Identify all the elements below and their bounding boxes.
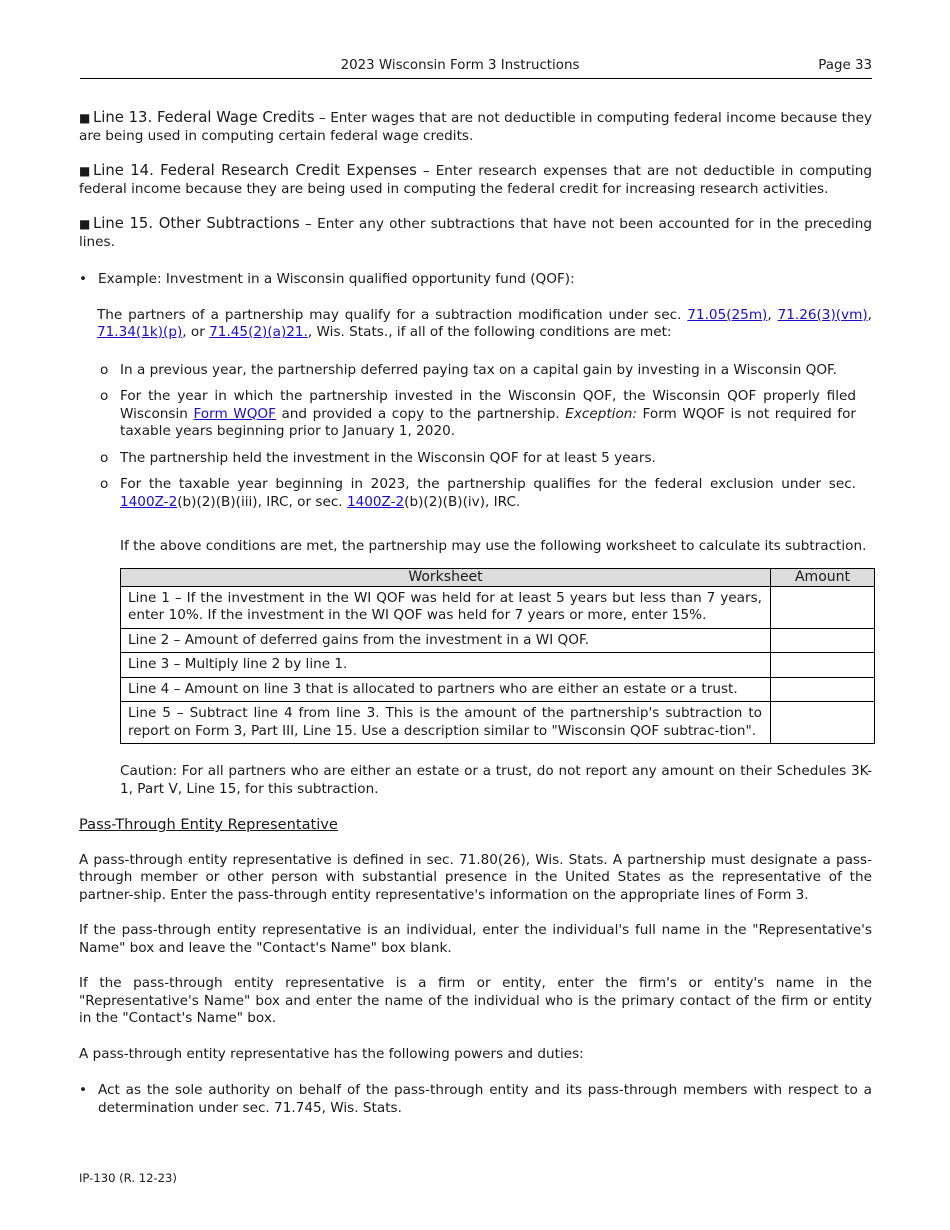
worksheet-line-2: Line 2 – Amount of deferred gains from the investment in a WI QOF. <box>121 628 771 653</box>
stat-link-71-45[interactable]: 71.45(2)(a)21. <box>209 324 308 340</box>
pte-paragraph-4: A pass-through entity representative has the following powers and duties: <box>79 1045 584 1062</box>
form-wqof-link[interactable]: Form WQOF <box>193 405 276 422</box>
pte-paragraph-3: If the pass-through entity representative is a firm or entity, enter the firm's or entity's name in the "Representative's Name" box and enter the name of the individual who is the primary contact of the firm or entity in the "Contact's Name" box. <box>79 975 872 1026</box>
form-code: IP-130 (R. 12-23) <box>79 1171 177 1185</box>
line13-paragraph <box>79 109 872 145</box>
example-intro <box>97 307 872 342</box>
amount-cell <box>771 653 875 678</box>
intro-text: The partners of a partnership may qualify for a subtraction modification under sec. <box>97 306 688 323</box>
worksheet-column-header: Worksheet <box>121 568 771 586</box>
line13-heading: Line 13. Federal Wage Credits <box>93 109 315 126</box>
caution-note: Caution: For all partners who are either an estate or a trust, do not report any amount on their Schedules 3K-1, Part V, Line 15, for this subtraction. <box>120 763 872 797</box>
condition-text: For the year in which the partnership invested in the Wisconsin QOF, the Wisconsin QOF properly filed Wisconsin <box>120 388 856 422</box>
pte-duty-bullet <box>79 1082 872 1117</box>
separator: , <box>867 306 872 323</box>
circle-bullet-icon: o <box>100 361 109 378</box>
worksheet-row <box>121 628 875 653</box>
condition-text: (b)(2)(B)(iii), IRC, or sec. <box>177 493 347 510</box>
qof-worksheet-table <box>120 568 875 745</box>
amount-column-header: Amount <box>771 568 875 586</box>
pte-section-title <box>79 816 872 835</box>
worksheet-line-3: Line 3 – Multiply line 2 by line 1. <box>121 653 771 678</box>
amount-cell <box>771 702 875 744</box>
duty-text: Act as the sole authority on behalf of the pass-through entity and its pass-through members with respect to a determination under sec. 71.745, Wis. Stats. <box>98 1082 872 1116</box>
condition-text: In a previous year, the partnership deferred paying tax on a capital gain by investing in a Wisconsin QOF. <box>120 361 837 378</box>
worksheet-intro: If the above conditions are met, the partnership may use the following worksheet to calculate its subtraction. <box>120 538 867 554</box>
amount-cell <box>771 677 875 702</box>
condition-3 <box>100 449 872 468</box>
worksheet-row <box>121 677 875 702</box>
dash: – <box>416 163 436 179</box>
separator: , or <box>182 324 210 340</box>
stat-link-71-34[interactable]: 71.34(1k)(p) <box>97 324 183 340</box>
line15-heading: Line 15. Other Subtractions <box>93 215 300 232</box>
line14-text: Enter research expenses that are not deductible in computing federal income because they are being used in computing the federal credit for increasing research activities. <box>79 163 872 197</box>
page-number: Page 33 <box>818 58 872 73</box>
condition-text: The partnership held the investment in the Wisconsin QOF for at least 5 years. <box>120 449 656 466</box>
stat-link-71-05[interactable]: 71.05(25m) <box>687 306 768 323</box>
worksheet-row <box>121 586 875 628</box>
bullet-dot-icon: • <box>79 1082 88 1098</box>
worksheet-line-4: Line 4 – Amount on line 3 that is allocated to partners who are either an estate or a trust. <box>121 677 771 702</box>
bullet-dot-icon: • <box>79 271 88 287</box>
stat-link-71-26[interactable]: 71.26(3)(vm) <box>777 306 868 323</box>
pte-paragraph-1: A pass-through entity representative is defined in sec. 71.80(26), Wis. Stats. A partnership must designate a pass-through member or other person with substantial presence in the United States as the representative of the partner-ship. Enter the pass-through entity representative's information on the appropriate lines of Form 3. <box>79 851 872 903</box>
intro-text: , Wis. Stats., if all of the following conditions are met: <box>307 324 672 340</box>
dash: – <box>314 110 331 126</box>
amount-cell <box>771 628 875 653</box>
condition-2 <box>100 388 872 441</box>
condition-text: (b)(2)(B)(iv), IRC. <box>404 493 521 510</box>
line14-heading: Line 14. Federal Research Credit Expenses <box>93 162 417 179</box>
circle-bullet-icon: o <box>100 476 109 492</box>
line13-text: Enter wages that are not deductible in computing federal income because they are being used in computing certain federal wage credits. <box>79 110 872 144</box>
worksheet-line-5: Line 5 – Subtract line 4 from line 3. This is the amount of the partnership's subtraction to report on Form 3, Part III, Line 15. Use a description similar to "Wisconsin QOF subtrac-tion". <box>121 702 771 744</box>
square-bullet-icon: ■ <box>79 217 91 231</box>
worksheet-header-row <box>121 568 875 586</box>
example-heading: Example: Investment in a Wisconsin qualified opportunity fund (QOF): <box>98 271 575 287</box>
line15-text: Enter any other subtractions that have not been accounted for in the preceding lines. <box>79 216 872 250</box>
worksheet-line-1: Line 1 – If the investment in the WI QOF was held for at least 5 years but less than 7 years, enter 10%. If the investment in the WI QOF was held for 7 years or more, enter 15%. <box>121 586 771 628</box>
separator: , <box>767 306 778 323</box>
square-bullet-icon: ■ <box>79 111 91 125</box>
square-bullet-icon: ■ <box>79 164 91 178</box>
dash: – <box>299 216 318 232</box>
section-heading: Pass-Through Entity Representative <box>79 816 338 833</box>
condition-1 <box>100 361 872 380</box>
condition-text: and provided a copy to the partnership. <box>275 405 566 422</box>
condition-text: For the taxable year beginning in 2023, the partnership qualifies for the federal exclusion under sec. <box>120 476 856 492</box>
pte-paragraph-2: If the pass-through entity representative is an individual, enter the individual's full name in the "Representative's Name" box and leave the "Contact's Name" box blank. <box>79 922 872 956</box>
amount-cell <box>771 586 875 628</box>
circle-bullet-icon: o <box>100 388 109 404</box>
example-bullet <box>79 271 872 289</box>
line15-paragraph <box>79 215 872 251</box>
condition-4 <box>100 476 872 511</box>
exception-label: Exception: <box>565 405 637 422</box>
worksheet-row <box>121 653 875 678</box>
circle-bullet-icon: o <box>100 449 109 466</box>
page-content <box>79 109 872 1117</box>
irc-1400z2-link[interactable]: 1400Z-2 <box>346 493 405 510</box>
page-header <box>80 56 872 79</box>
condition-text: Form WQOF is not required for taxable years beginning prior to January 1, 2020. <box>120 405 856 439</box>
worksheet-row <box>121 702 875 744</box>
irc-1400z2-link[interactable]: 1400Z-2 <box>120 493 178 510</box>
document-title: 2023 Wisconsin Form 3 Instructions <box>340 58 580 73</box>
line14-paragraph <box>79 162 872 198</box>
